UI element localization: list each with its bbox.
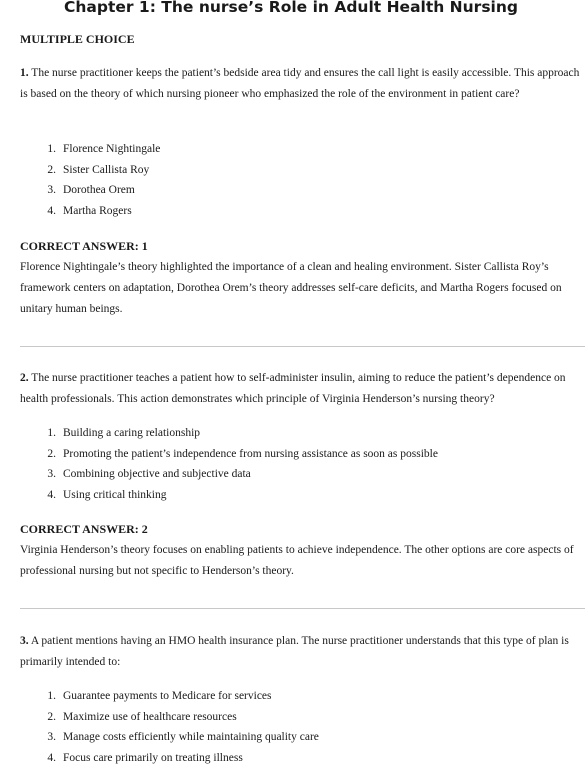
question-divider: [20, 346, 585, 347]
question-text: The nurse practitioner keeps the patient’s bedside area tidy and ensures the call light is easily accessible. This approach is based on the theory of which nursing pioneer who emphasized the role of the environment in patient care?: [20, 67, 580, 100]
option-text: Martha Rogers: [63, 205, 132, 218]
option-number: 3.: [47, 468, 56, 481]
option-item: [20, 686, 319, 707]
option-number: 2.: [47, 447, 56, 460]
option-number: 4.: [47, 752, 56, 765]
option-number: 3.: [47, 184, 56, 197]
question-3-options: [20, 686, 319, 769]
option-number: 4.: [47, 489, 56, 502]
option-item: [20, 485, 438, 506]
question-1-options: [20, 139, 160, 222]
option-text: Maximize use of healthcare resources: [63, 710, 237, 723]
question-3-stem: [20, 631, 585, 673]
option-text: Manage costs efficiently while maintaining quality care: [63, 731, 319, 744]
option-number: 4.: [47, 205, 56, 218]
option-number: 1.: [47, 427, 56, 439]
answer-rationale: Virginia Henderson’s theory focuses on enabling patients to achieve independence. The other options are core aspects of professional nursing but not specific to Henderson’s theory.: [20, 544, 574, 577]
question-2-stem: [20, 368, 585, 410]
question-text: A patient mentions having an HMO health insurance plan. The nurse practitioner understands that this type of plan is primarily intended to:: [20, 635, 569, 668]
option-text: Focus care primarily on treating illness: [63, 752, 243, 765]
question-number: 3.: [20, 635, 29, 647]
correct-answer-label: CORRECT ANSWER: 2: [20, 522, 148, 536]
option-number: 1.: [47, 690, 56, 702]
option-text: Dorothea Orem: [63, 184, 135, 197]
answer-rationale: Florence Nightingale’s theory highlighted the importance of a clean and healing environment. Sister Callista Roy’s framework centers on adaptation, Dorothea Orem’s theory addresses self-care deficits, and Martha Rogers focused on unitary human beings.: [20, 261, 562, 315]
option-text: Using critical thinking: [63, 489, 167, 502]
option-text: Guarantee payments to Medicare for services: [63, 690, 272, 702]
option-item: [20, 160, 160, 181]
question-text: The nurse practitioner teaches a patient how to self-administer insulin, aiming to reduce the patient’s dependence on health professionals. This action demonstrates which principle of Virginia Henderson’s nursing theory?: [20, 372, 566, 405]
option-text: Sister Callista Roy: [63, 163, 150, 176]
option-text: Promoting the patient’s independence from nursing assistance as soon as possible: [63, 447, 438, 460]
question-divider: [20, 608, 585, 609]
option-item: [20, 201, 160, 222]
option-number: 1.: [47, 143, 56, 155]
option-number: 2.: [47, 163, 56, 176]
section-heading: MULTIPLE CHOICE: [20, 32, 135, 46]
correct-answer-label: CORRECT ANSWER: 1: [20, 239, 148, 253]
option-item: [20, 444, 438, 465]
option-text: Building a caring relationship: [63, 427, 201, 439]
option-number: 2.: [47, 710, 56, 723]
option-item: [20, 748, 319, 769]
option-item: [20, 707, 319, 728]
question-number: 2.: [20, 372, 29, 384]
option-text: Combining objective and subjective data: [63, 468, 251, 481]
chapter-title: Chapter 1: The nurse’s Role in Adult Health Nursing: [64, 0, 518, 16]
option-item: [20, 180, 160, 201]
option-item: [20, 139, 160, 160]
option-number: 3.: [47, 731, 56, 744]
question-2-options: [20, 423, 438, 506]
question-1-stem: [20, 63, 585, 105]
option-item: [20, 464, 438, 485]
option-item: [20, 727, 319, 748]
option-item: [20, 423, 438, 444]
option-text: Florence Nightingale: [63, 143, 161, 155]
question-number: 1.: [20, 67, 29, 79]
